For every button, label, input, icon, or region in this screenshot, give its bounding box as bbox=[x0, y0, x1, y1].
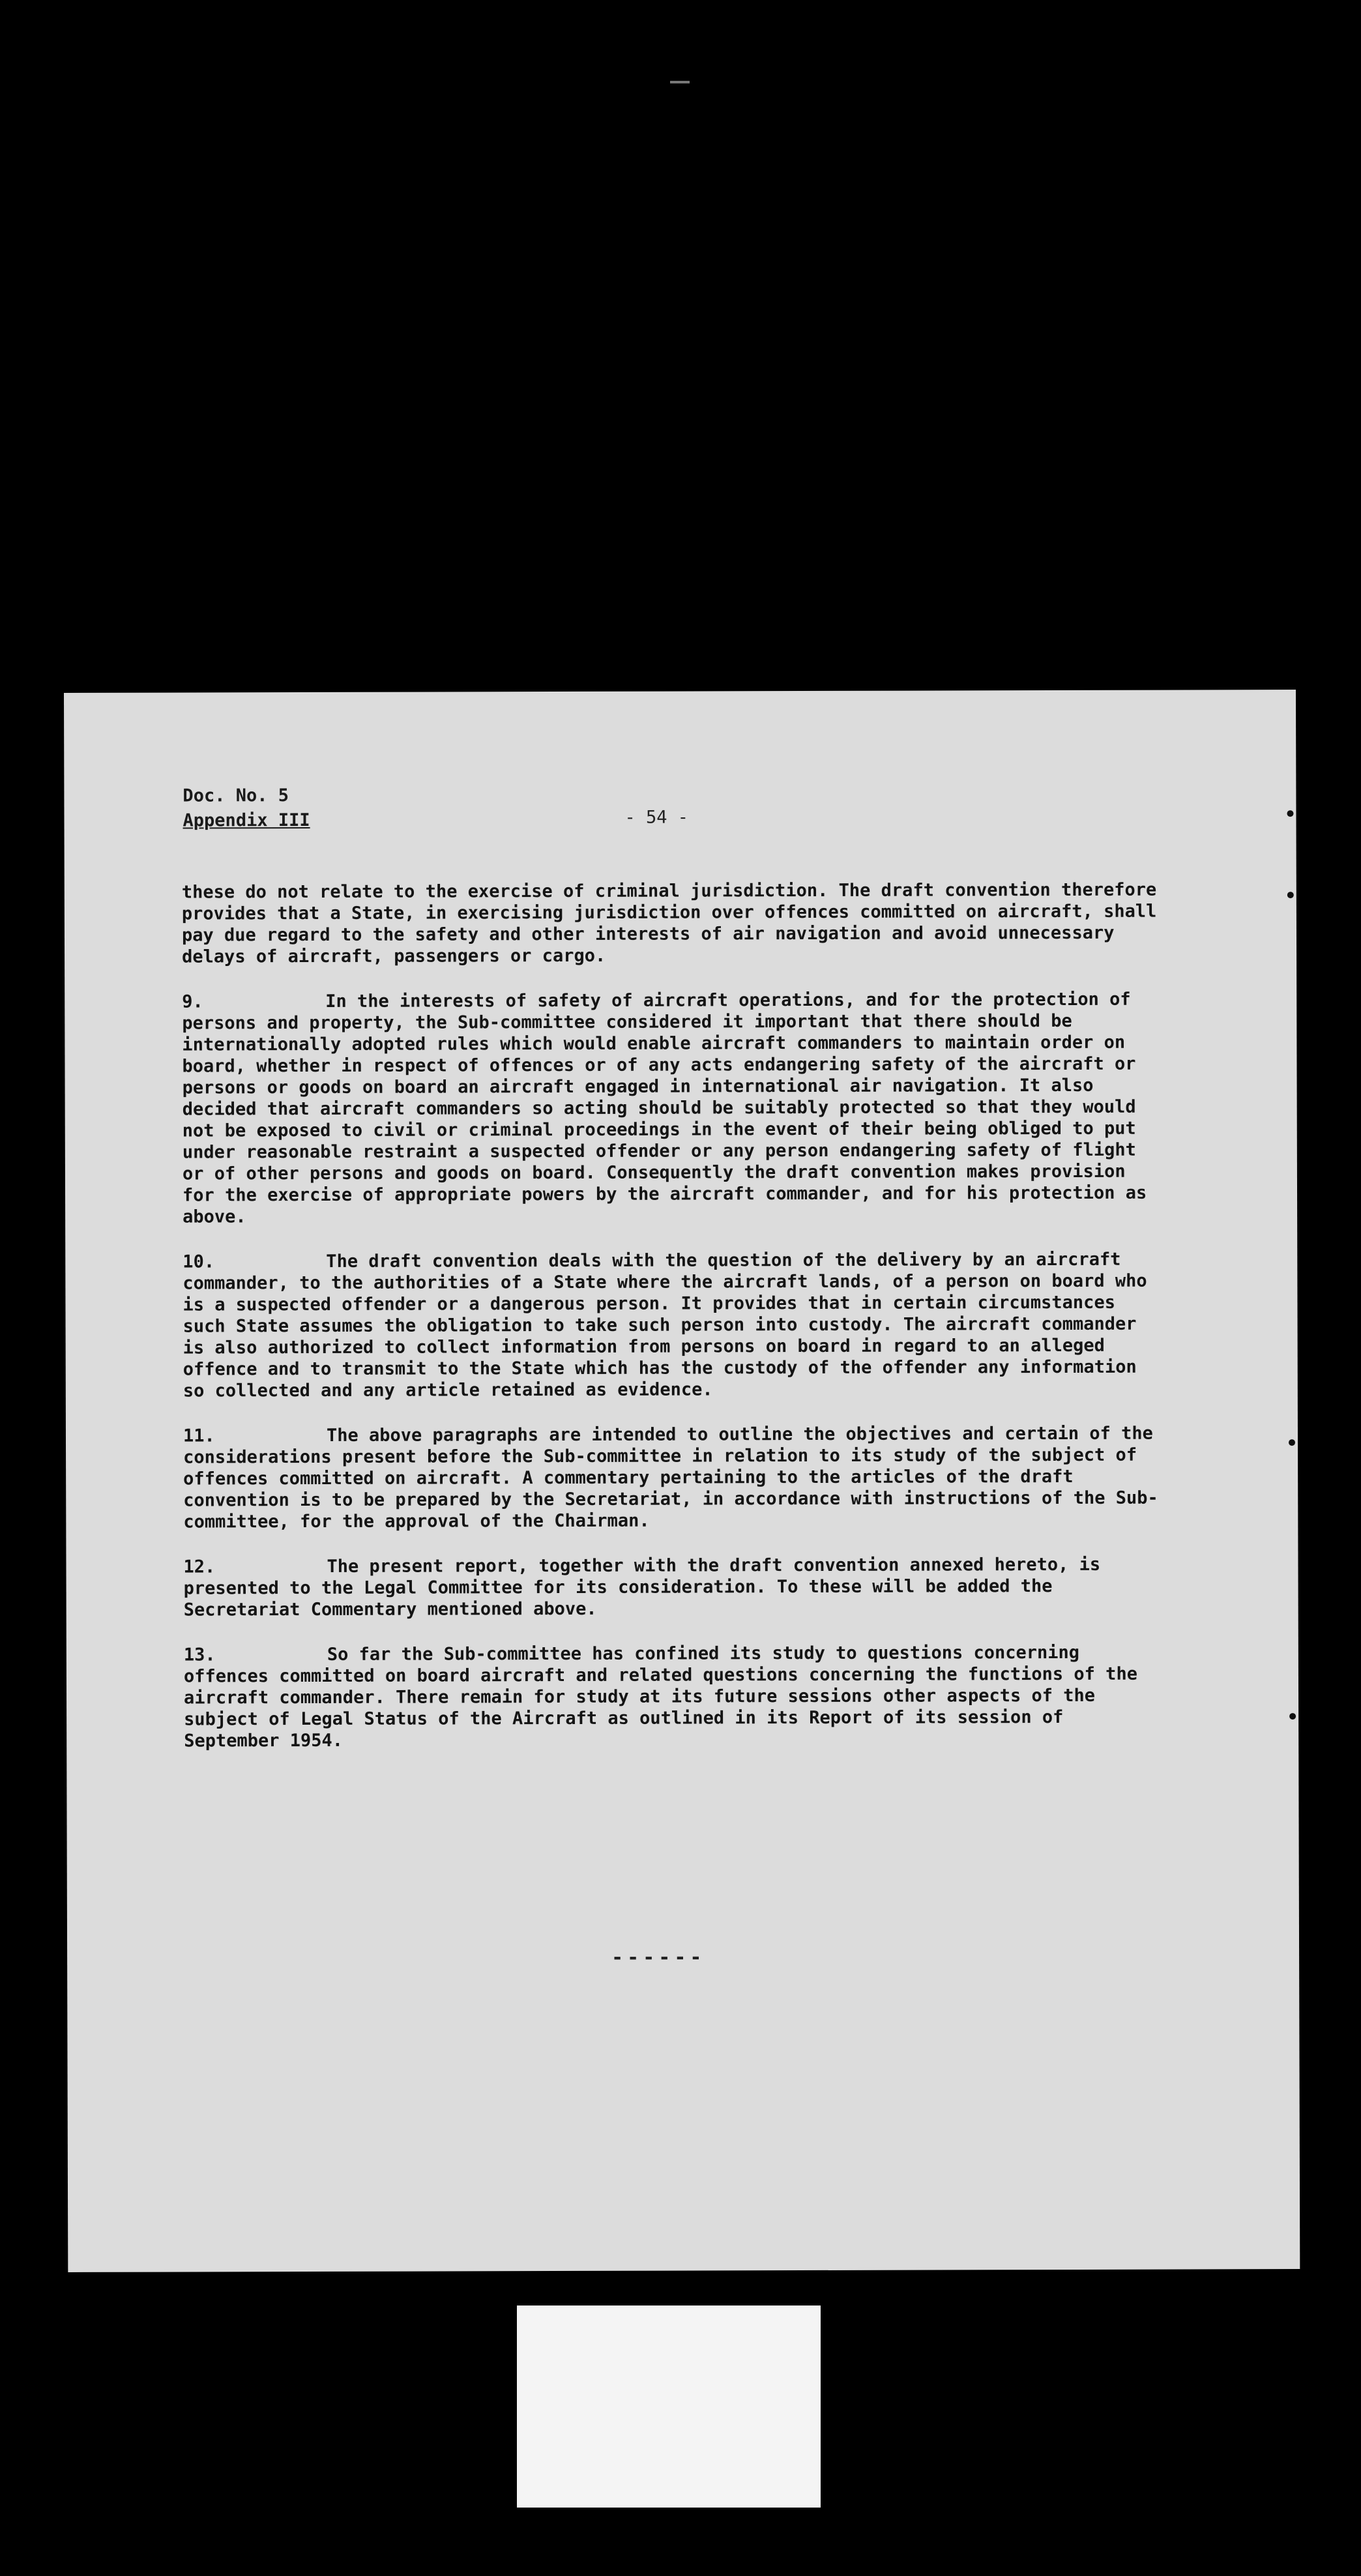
paragraph-number: 9. bbox=[182, 991, 203, 1012]
paragraph-number: 11. bbox=[183, 1426, 215, 1446]
paragraph-text: The draft convention deals with the question of the delivery by an aircraft commander, to the authorities of a State where the aircraft lands, of a person on board who is a suspected offender or a dangerous person. It provides that in certain circumstances such State assumes the obligation to take such person into custody. The aircraft commander is also authorized to collect information from persons on board in regard to an alleged offence and to transmit to the State which has the custody of the offender any information so collected and any article retained as evidence. bbox=[183, 1249, 1158, 1401]
paragraph bbox=[182, 989, 1167, 1228]
doc-number: Doc. No. 5 bbox=[183, 785, 289, 806]
edge-mark bbox=[1289, 1439, 1295, 1446]
paragraph bbox=[183, 1423, 1167, 1533]
paragraph bbox=[183, 1249, 1167, 1402]
paragraph-text: So far the Sub-committee has confined its study to questions concerning offences committed on board aircraft and related questions concerning the functions of the aircraft commander. There remain for study at its future sessions other aspects of the subject of Legal Status of the Aircraft as outlined in its Report of its session of September 1954. bbox=[183, 1642, 1149, 1751]
paragraph-text: The present report, together with the draft convention annexed hereto, is presented to the Legal Committee for its consideration. To these will be added the Secretariat Commentary mentioned above. bbox=[183, 1554, 1111, 1620]
paragraph bbox=[182, 879, 1166, 968]
microfilm-target-card bbox=[517, 2305, 821, 2508]
film-mark bbox=[670, 81, 690, 83]
paragraph-number: 10. bbox=[183, 1251, 215, 1272]
document-header bbox=[183, 783, 310, 834]
end-mark: ------ bbox=[611, 1946, 706, 1969]
paragraph-text: The above paragraphs are intended to outline the objectives and certain of the considerations present before the Sub-committee in relation to its study of the subject of offences committed on aircraft. A commentary pertaining to the articles of the draft convention is to be prepared by the Secretariat, in accordance with instructions of the Sub-committee, for the approval of the Chairman. bbox=[183, 1423, 1164, 1532]
paragraph-number: 12. bbox=[183, 1557, 216, 1577]
paragraph bbox=[183, 1554, 1167, 1621]
edge-mark bbox=[1289, 1713, 1296, 1720]
edge-mark bbox=[1287, 810, 1293, 817]
document-body bbox=[182, 879, 1169, 1776]
document-page bbox=[64, 690, 1300, 2272]
edge-mark bbox=[1287, 892, 1294, 898]
page-number: - 54 - bbox=[624, 807, 689, 828]
paragraph-text: In the interests of safety of aircraft operations, and for the protection of persons and property, the Sub-committee considered it important that there should be internationally adopted rules which would enable aircraft commanders to maintain order on board, whether in respect of offences or of any acts endangering safety of the aircraft or persons or goods on board an aircraft engaged in international air navigation. It also decided that aircraft commanders so acting should be suitably protected so that they would not be exposed to civil or criminal proceedings in the event of their being obliged to put under reasonable restraint a suspected offender or any person endangering safety of flight or of other persons and goods on board. Consequently the draft convention makes provision for the exercise of appropriate powers by the aircraft commander, and for his protection as above. bbox=[182, 989, 1158, 1227]
paragraph bbox=[184, 1642, 1168, 1752]
paragraph-text: these do not relate to the exercise of criminal jurisdiction. The draft convention therefore provides that a State, in exercising jurisdiction over offences committed on aircraft, shall pay due regard to the safety and other interests of air navigation and avoid unnecessary delays of aircraft, passengers or cargo. bbox=[181, 879, 1167, 967]
paragraph-number: 13. bbox=[183, 1645, 216, 1665]
appendix-label: Appendix III bbox=[183, 810, 310, 831]
